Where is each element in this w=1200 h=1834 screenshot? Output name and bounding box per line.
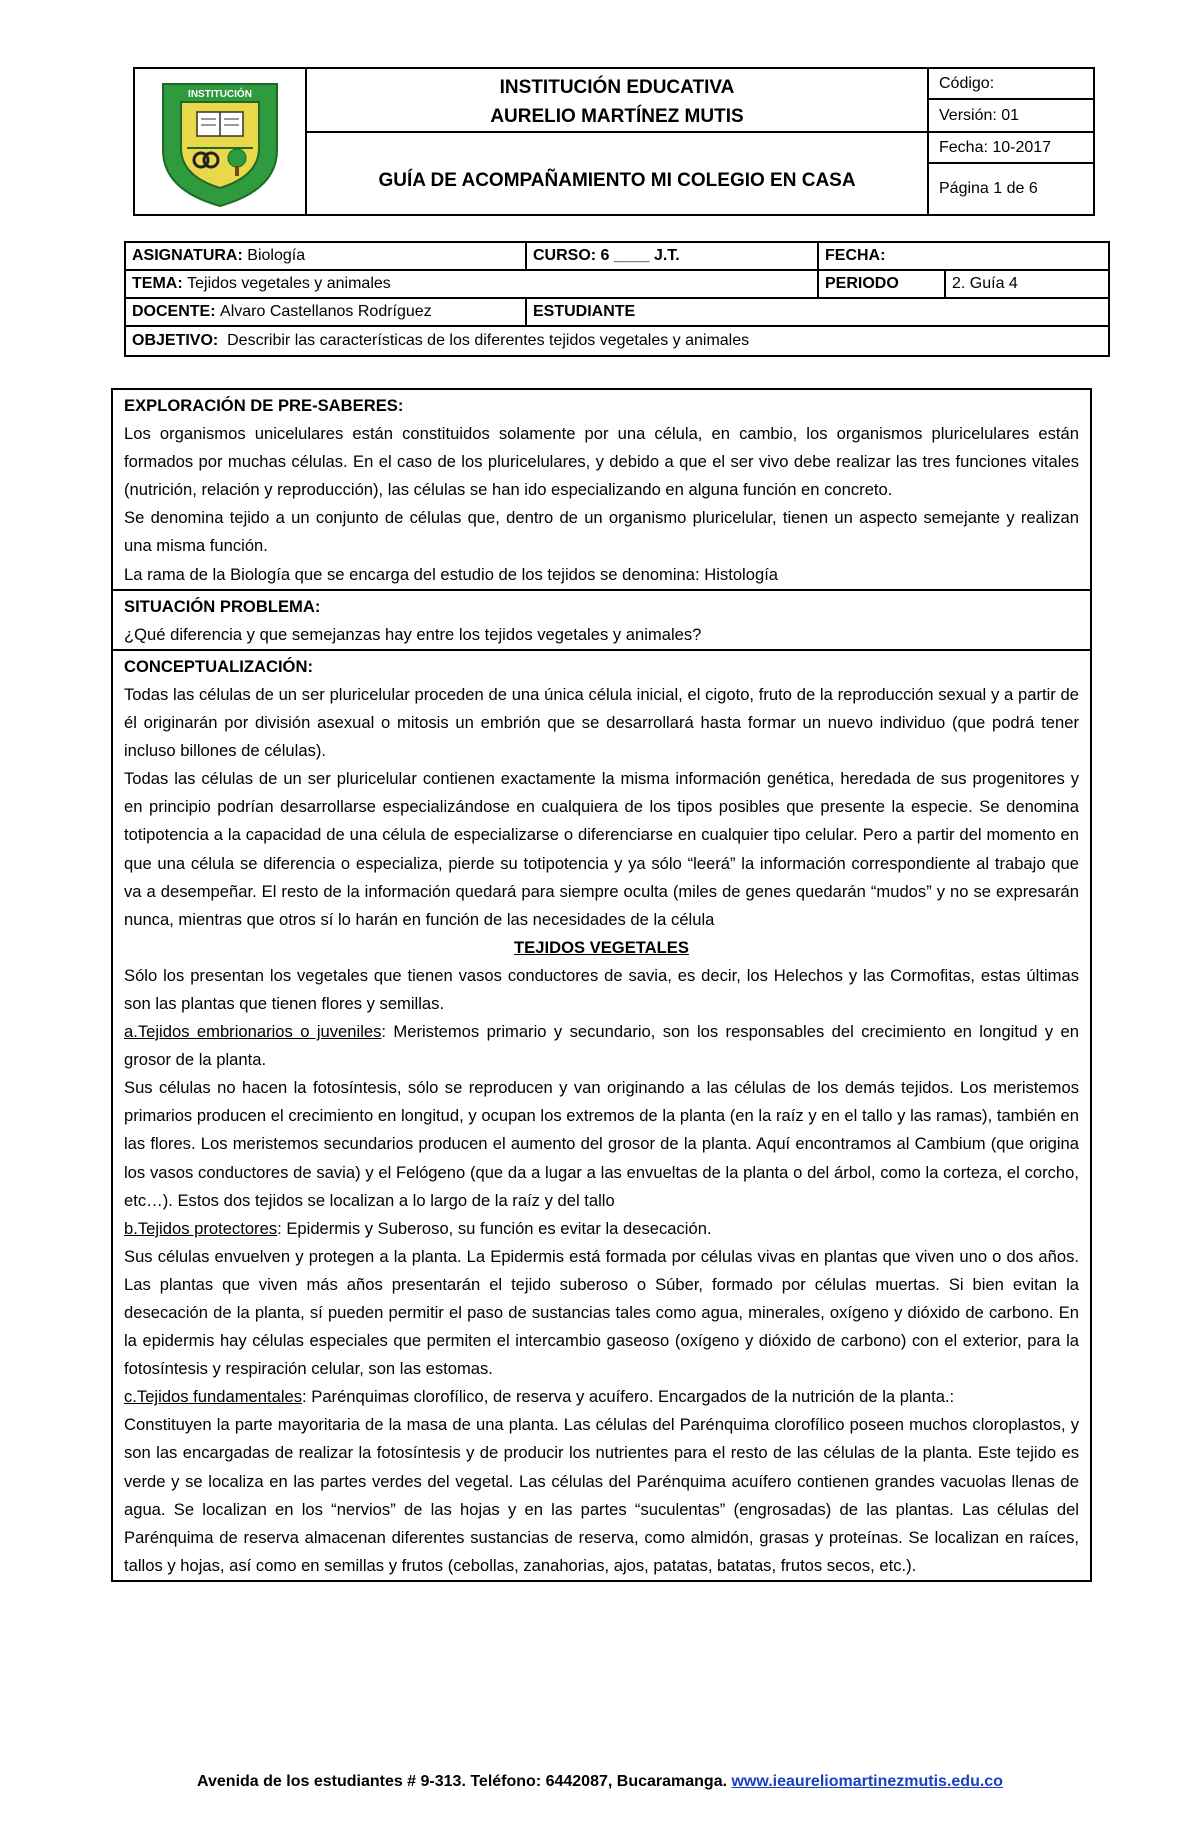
teacher-value: Alvaro Castellanos Rodríguez — [220, 303, 432, 320]
paragraph: Sus células envuelven y protegen a la planta. La Epidermis está formada por células vivas en plantas que viven uno o dos años. Las plantas que viven más años presentarán el tejido suberoso o Súber, formado por células muertas. Si bien evitan la desecación de la planta, sí pueden permitir el paso de sustancias tales como agua, minerales, oxígeno y dióxido de carbono. En la epidermis hay células especiales que permiten el intercambio gaseoso (oxígeno y dióxido de carbono) con el exterior, para la fotosíntesis y respiración celular, son las estomas. — [124, 1246, 1079, 1379]
logo-text-top: INSTITUCIÓN — [188, 88, 252, 100]
tissue-text: : Epidermis y Suberoso, su función es evitar la desecación. — [277, 1218, 712, 1238]
period-value: 2. Guía 4 — [952, 275, 1018, 292]
subsection-title: TEJIDOS VEGETALES — [514, 937, 689, 957]
version-field: Versión: 01 — [929, 100, 1093, 133]
date-field: Fecha: 10-2017 — [929, 133, 1093, 164]
institution-line-2: AURELIO MARTÍNEZ MUTIS — [490, 106, 744, 127]
paragraph: Se denomina tejido a un conjunto de células que, dentro de un organismo pluricelular, tienen un aspecto semejante y realizan una misma función. — [124, 508, 1079, 556]
paragraph: Constituyen la parte mayoritaria de la masa de una planta. Las células del Parénquima clorofílico poseen muchos cloroplastos, y son las encargadas de realizar la fotosíntesis y de producir los nutrientes para el resto de las células de la planta. Este tejido es verde y se localiza en las partes verdes del vegetal. Las células del Parénquima acuífero contienen grandes vacuolas llenas de agua. Se localizan en los “nervios” de las hojas y en las partes “suculentas” (engrosadas) de las plantas. Las células del Parénquima de reserva almacenan diferentes sustancias de reserva, como almidón, grasas y proteínas. Se localizan en raíces, tallos y hojas, así como en semillas y frutos (cebollas, zanahorias, ajos, patatas, batatas, frutos secos, etc.). — [124, 1415, 1079, 1575]
course-info-table — [124, 241, 1110, 357]
tissue-text: : Meristemos primario y secundario, son los responsables del crecimiento en longitud y en grosor de la planta. — [124, 1022, 1079, 1070]
page-footer — [0, 1773, 1200, 1791]
info-row — [126, 271, 1108, 299]
objective-label: OBJETIVO: — [132, 332, 219, 349]
document-header — [133, 67, 1095, 216]
code-field: Código: — [929, 69, 1093, 100]
tissue-label: b.Tejidos protectores — [124, 1218, 278, 1238]
subject-label: ASIGNATURA: — [132, 247, 243, 264]
institution-line-1: INSTITUCIÓN EDUCATIVA — [499, 77, 735, 98]
footer-address: Avenida de los estudiantes # 9-313. Teléfono: 6442087, Bucaramanga. — [197, 1773, 728, 1790]
paragraph: Todas las células de un ser pluricelular contienen exactamente la misma información genética, heredada de sus progenitores y en principio podrían desarrollarse especializándose en cualquiera de los tipos posibles que presente la especie. Se denomina totipotencia a la capacidad de una célula de especializarse o diferenciarse en cualquier tipo celular. Pero a partir del momento en que una célula se diferencia o especializa, pierde su totipotencia y ya sólo “leerá” la información correspondiente al trabajo que va a desempeñar. El resto de la información quedará para siempre oculta (miles de genes quedarán “mudos” y no se expresarán nunca, mientras que otros sí lo harán en función de las necesidades de la célula — [124, 769, 1079, 929]
paragraph: La rama de la Biología que se encarga del estudio de los tejidos se denomina: Histología — [124, 564, 779, 584]
period-label: PERIODO — [819, 271, 946, 297]
paragraph: Sus células no hacen la fotosíntesis, sólo se reproducen y van originando a las células de los demás tejidos. Los meristemos primarios producen el crecimiento en longitud, y ocupan los extremos de la planta (en la raíz y en el tallo y las ramas), también en las flores. Los meristemos secundarios producen el aumento del grosor de la planta. Aquí encontramos al Cambium (que origina los vasos conductores de savia) y el Felógeno (que da a lugar a las envueltas de la planta o del árbol, como la corteza, el corcho, etc…). Estos dos tejidos se localizan a lo largo de la raíz y del tallo — [124, 1078, 1079, 1210]
school-crest-icon — [145, 72, 295, 212]
school-logo — [135, 69, 307, 214]
subject-cell — [126, 243, 527, 269]
topic-cell — [126, 271, 819, 297]
problem-question: ¿Qué diferencia y que semejanzas hay entre los tejidos vegetales y animales? — [124, 624, 702, 644]
section-exploration — [113, 390, 1090, 591]
document-metadata — [929, 69, 1093, 214]
teacher-cell — [126, 299, 527, 325]
section-title: EXPLORACIÓN DE PRE-SABERES: — [124, 396, 404, 415]
section-problem — [113, 591, 1090, 651]
page-number: Página 1 de 6 — [939, 180, 1038, 197]
guide-title: GUÍA DE ACOMPAÑAMIENTO MI COLEGIO EN CASA — [378, 169, 856, 191]
objective-cell — [126, 327, 1108, 355]
tissue-label: a.Tejidos embrionarios o juveniles — [124, 1022, 382, 1042]
header-title-block — [307, 69, 929, 214]
paragraph: Los organismos unicelulares están constituidos solamente por una célula, en cambio, los organismos pluricelulares están formados por muchas células. En el caso de los pluricelulares, y debido a que el ser vivo debe realizar las tres funciones vitales (nutrición, relación y reproducción), las células se han ido especializando en alguna función en concreto. — [124, 424, 1079, 500]
guide-body — [111, 388, 1092, 1582]
info-row — [126, 299, 1108, 327]
paragraph: Todas las células de un ser pluricelular proceden de una única célula inicial, el cigoto, fruto de la reproducción sexual y a partir de él originarán por división asexual o mitosis un embrión que se desarrollará hasta formar un nuevo individuo (que podrá tener incluso billones de células). — [124, 684, 1079, 761]
institution-name — [307, 69, 927, 133]
objective-value: Describir las características de los diferentes tejidos vegetales y animales — [227, 332, 750, 349]
tissue-item-a — [124, 1018, 1079, 1074]
topic-value: Tejidos vegetales y animales — [187, 275, 391, 292]
section-title: CONCEPTUALIZACIÓN: — [124, 656, 313, 676]
section-concepts — [113, 651, 1090, 1580]
info-row — [126, 327, 1108, 355]
section-title: SITUACIÓN PROBLEMA: — [124, 596, 321, 616]
tissue-item-c — [124, 1383, 1079, 1411]
topic-label: TEMA: — [132, 275, 183, 292]
date-cell: FECHA: — [825, 247, 886, 264]
teacher-label: DOCENTE: — [132, 303, 216, 320]
subject-value: Biología — [247, 247, 306, 264]
tissue-text: : Parénquimas clorofílico, de reserva y acuífero. Encargados de la nutrición de la planta.: — [302, 1387, 955, 1407]
tissue-item-b — [124, 1215, 1079, 1243]
student-cell: ESTUDIANTE — [533, 303, 636, 320]
course-cell: CURSO: 6 ____ J.T. — [527, 243, 819, 269]
tissue-label: c.Tejidos fundamentales — [124, 1387, 303, 1407]
paragraph: Sólo los presentan los vegetales que tienen vasos conductores de savia, es decir, los Helechos y las Cormofitas, estas últimas son las plantas que tienen flores y semillas. — [124, 965, 1079, 1013]
info-row — [126, 243, 1108, 271]
website-link[interactable]: www.ieaureliomartinezmutis.edu.co — [731, 1773, 1003, 1790]
